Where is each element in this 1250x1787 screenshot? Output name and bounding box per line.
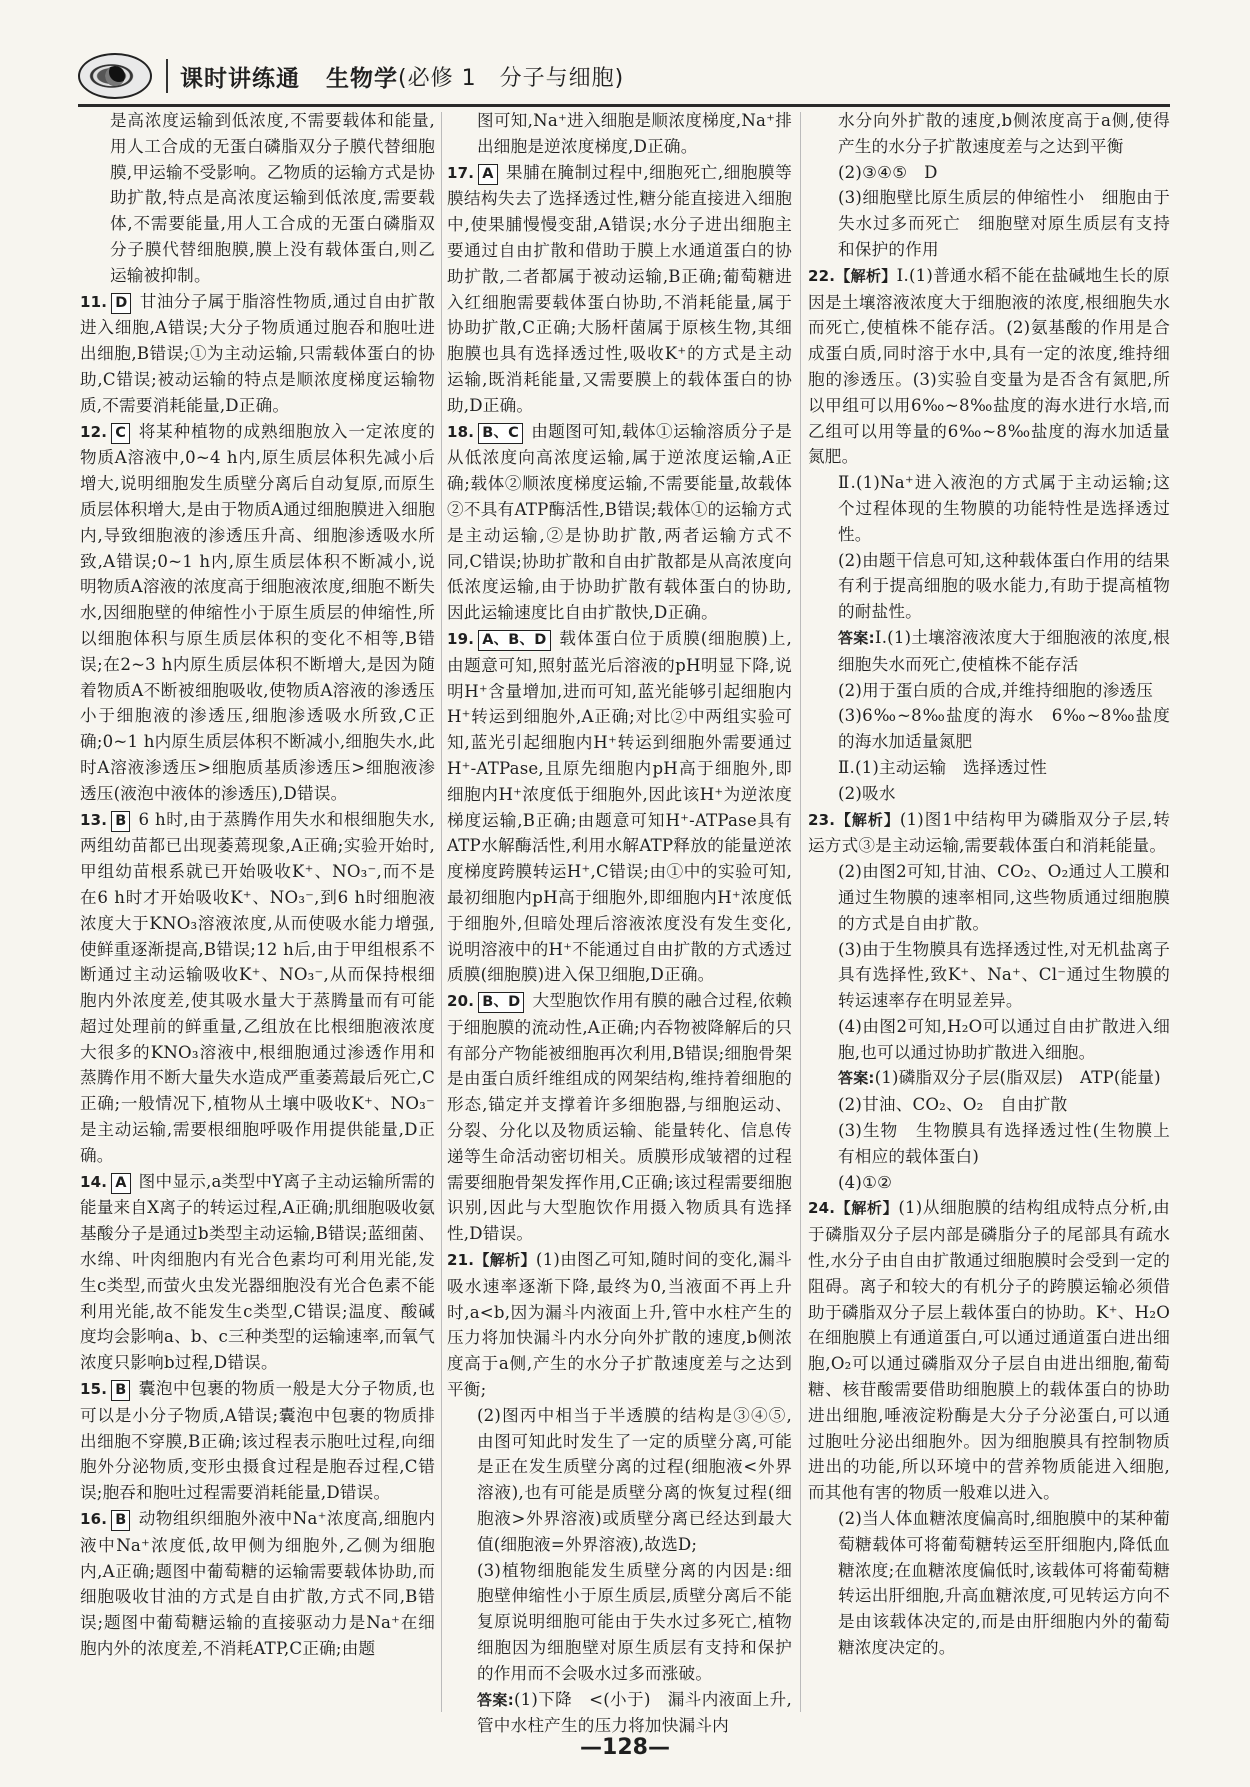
- paragraph: (3)植物细胞能发生质壁分离的内因是:细胞壁伸缩性小于原生质层,质壁分离后不能复原说明细胞可能由于失水过多死亡,植物细胞因为细胞壁对原生质层有支持和保护的作用而不会吸水过多而涨破。: [477, 1560, 792, 1683]
- answer-text: (2)吸水: [838, 783, 896, 803]
- paragraph: 是高浓度运输到低浓度,不需要载体和能量,用人工合成的无蛋白磷脂双分子膜代替细胞膜,甲运输不受影响。乙物质的运输方式是协助扩散,特点是高浓度运输到低浓度,需要载体,不需要能量,用人工合成的无蛋白磷脂双分子膜代替细胞膜,膜上没有载体蛋白,则乙运输被抑制。: [110, 111, 435, 285]
- answer-line: [808, 1065, 1170, 1092]
- question-number: 21.: [447, 1251, 475, 1270]
- column-1: [80, 108, 435, 1718]
- eye-logo-icon: [78, 53, 152, 99]
- explanation: 囊泡中包裹的物质一般是大分子物质,也可以是小分子物质,A错误;囊泡中包裹的物质排出细胞不穿膜,B正确;该过程表示胞吐过程,向细胞外分泌物质,变形虫摄食过程是胞吞过程,C错误;胞吞和胞吐过程需要消耗能量,D错误。: [80, 1379, 435, 1503]
- question-number: 14.: [80, 1172, 108, 1191]
- column-2: [447, 108, 792, 1736]
- question-18: [447, 419, 792, 626]
- question-number: 24.: [808, 1199, 836, 1218]
- answer-text: (3)生物 生物膜具有选择透过性(生物膜上有相应的载体蛋白): [838, 1121, 1170, 1166]
- answer-label: 答案:: [477, 1690, 514, 1709]
- explanation: 动物组织细胞外液中Na⁺浓度高,细胞内液中Na⁺浓度低,故甲侧为细胞外,乙侧为细胞内,A正确;题图中葡萄糖的运输需要载体协助,而细胞吸收甘油的方式是自由扩散,方式不同,B错误;题图中葡萄糖运输的直接驱动力是Na⁺在细胞内外的浓度差,不消耗ATP,C正确;由题: [80, 1509, 435, 1659]
- answer-box: B: [111, 1510, 130, 1531]
- question-14: [80, 1169, 435, 1376]
- question-number: 19.: [447, 629, 475, 648]
- question-21: [447, 1247, 792, 1739]
- answer-line: [447, 1687, 792, 1740]
- analysis-tag: 【解析】: [474, 1251, 536, 1270]
- paragraph: 水分向外扩散的速度,b侧浓度高于a侧,使得产生的水分子扩散速度差与之达到平衡: [838, 111, 1170, 156]
- explanation: 大型胞饮作用有膜的融合过程,依赖于细胞膜的流动性,A正确;内吞物被降解后的只有部分产物能被细胞再次利用,B错误;细胞骨架是由蛋白质纤维组成的网架结构,维持着细胞的形态,锚定并支撑着许多细胞器,与细胞运动、分裂、分化以及物质运输、能量转化、信息传递等生命活动密切相关。质膜形成皱褶的过程需要细胞骨架发挥作用,C正确;该过程需要细胞识别,因此与大型胞饮作用摄入物质具有选择性,D错误。: [447, 991, 792, 1244]
- question-12: [80, 419, 435, 807]
- answer-text: (3)6‰~8‰盐度的海水 6‰~8‰盐度的海水加适量氮肥: [838, 706, 1170, 752]
- answer-text: (4)①②: [838, 1172, 893, 1192]
- column-3: [808, 108, 1170, 1718]
- paragraph: (3)细胞壁比原生质层的伸缩性小 细胞由于失水过多而死亡 细胞壁对原生质层有支持和保护的作用: [838, 188, 1170, 259]
- explanation: 果脯在腌制过程中,细胞死亡,细胞膜等膜结构失去了选择透过性,糖分能直接进入细胞中,使果脯慢慢变甜,A错误;水分子进出细胞主要通过自由扩散和借助于膜上水通道蛋白的协助扩散,二者都属于被动运输,B正确;葡萄糖进入红细胞需要载体蛋白协助,不消耗能量,属于协助扩散,C正确;大肠杆菌属于原核生物,其细胞膜也具有选择透过性,吸收K⁺的方式是主动运输,既消耗能量,又需要膜上的载体蛋白的协助,D正确。: [447, 162, 792, 415]
- question-16: [80, 1506, 435, 1662]
- answer-label: 答案:: [838, 1069, 875, 1088]
- column-divider: [441, 112, 442, 1712]
- column-divider: [800, 112, 801, 1712]
- explanation: 6 h时,由于蒸腾作用失水和根细胞失水,两组幼苗都已出现萎蔫现象,A正确;实验开始时,甲组幼苗根系就已开始吸收K⁺、NO₃⁻,而不是在6 h时才开始吸收K⁺、NO₃⁻,到6 h时细胞液浓度大于KNO₃溶液浓度,从而使吸水能力增强,使鲜重逐渐提高,B错误;12 h后,由于甲组根系不断通过主动运输吸收K⁺、NO₃⁻,从而保持根细胞内外浓度差,使其吸水量大于蒸腾量而有可能超过处理前的鲜重量,乙组放在比根细胞液浓度大很多的KNO₃溶液中,根细胞通过渗透作用和蒸腾作用不断大量失水造成严重萎蔫最后死亡,C正确;一般情况下,植物从土壤中吸收K⁺、NO₃⁻是主动运输,需要根细胞呼吸作用提供能量,D正确。: [80, 809, 435, 1165]
- explanation: (1)图1中结构甲为磷脂双分子层,转运方式③是主动运输,需要载体蛋白和消耗能量。: [808, 809, 1170, 856]
- answer-box: B: [111, 1380, 130, 1401]
- answer-box: B: [111, 811, 130, 832]
- question-number: 16.: [80, 1510, 108, 1529]
- question-19: [447, 626, 792, 988]
- answer-box: A、B、D: [478, 630, 550, 651]
- question-number: 23.: [808, 810, 836, 829]
- analysis-tag: 【解析】: [835, 810, 900, 829]
- paragraph: (2)③④⑤ D: [838, 162, 938, 182]
- answer-box: A: [478, 164, 497, 185]
- explanation: 由题图可知,载体①运输溶质分子是从低浓度向高浓度运输,属于逆浓度运输,A正确;载体②顺浓度梯度运输,不需要能量,故载体②不具有ATP酶活性,B错误;载体①的运输方式是主动运输,②是协助扩散,两者运输方式不同,C错误;协助扩散和自由扩散都是从高浓度向低浓度运输,由于协助扩散有载体蛋白的协助,因此运输速度比自由扩散快,D正确。: [447, 421, 792, 623]
- paragraph: (2)由图2可知,甘油、CO₂、O₂通过人工膜和通过生物膜的速率相同,这些物质通过细胞膜的方式是自由扩散。: [838, 862, 1170, 933]
- page-number: —128—: [580, 1735, 670, 1760]
- series-title: 课时讲练通: [180, 65, 300, 92]
- answer-text: (2)用于蛋白质的合成,并维持细胞的渗透压: [838, 680, 1154, 700]
- answer-text: Ⅱ.(1)主动运输 选择透过性: [838, 757, 1047, 777]
- question-number: 18.: [447, 422, 475, 441]
- explanation: 图中显示,a类型中Y离子主动运输所需的能量来自X离子的转运过程,A正确;肌细胞吸收氨基酸分子是通过b类型主动运输,B错误;蓝细菌、水绵、叶肉细胞内有光合色素均可利用光能,发生c类型,而萤火虫发光器细胞没有光合色素不能利用光能,故不能发生c类型,C错误;温度、酸碱度均会影响a、b、c三种类型的运输速率,而氧气浓度只影响b过程,D错误。: [80, 1171, 435, 1373]
- paragraph: (3)由于生物膜具有选择透过性,对无机盐离子具有选择性,致K⁺、Na⁺、Cl⁻通过生物膜的转运速率存在明显差异。: [838, 939, 1170, 1011]
- subject-subtitle: (必修 1 分子与细胞): [398, 65, 625, 91]
- answer-text: (2)甘油、CO₂、O₂ 自由扩散: [838, 1095, 1068, 1115]
- paragraph: (2)图丙中相当于半透膜的结构是③④⑤,由图可知此时发生了一定的质壁分离,可能是正在发生质壁分离的过程(细胞液<外界溶液),也有可能是质壁分离的恢复过程(细胞液>外界溶液)或质壁分离已经达到最大值(细胞液=外界溶液),故选D;: [477, 1405, 792, 1554]
- answer-label: 答案:: [838, 628, 875, 647]
- paragraph: (2)当人体血糖浓度偏高时,细胞膜中的某种葡萄糖载体可将葡萄糖转运至肝细胞内,降低血糖浓度;在血糖浓度偏低时,该载体可将葡萄糖转运出肝细胞,升高血糖浓度,可见转运方向不是由该载体决定的,而是由肝细胞内外的葡萄糖浓度决定的。: [838, 1509, 1170, 1658]
- question-11: [80, 289, 435, 419]
- explanation: (1)从细胞膜的结构组成特点分析,由于磷脂双分子层内部是磷脂分子的尾部具有疏水性,水分子由自由扩散通过细胞膜时会受到一定的阻碍。离子和较大的有机分子的跨膜运输必须借助于磷脂双分子层上载体蛋白的协助。K⁺、H₂O在细胞膜上有通道蛋白,可以通过通道蛋白进出细胞,O₂可以通过磷脂双分子层自由进出细胞,葡萄糖、核苷酸需要借助细胞膜上的载体蛋白的协助进出细胞,唾液淀粉酶是大分子分泌蛋白,可以通过胞吐分泌出细胞外。因为细胞膜具有控制物质进出的功能,所以环境中的营养物质能进入细胞,而其他有害的物质一般难以进入。: [808, 1198, 1170, 1503]
- answer-box: C: [111, 423, 130, 444]
- analysis-tag: 【解析】: [835, 1199, 899, 1218]
- question-number: 12.: [80, 422, 108, 441]
- paragraph: 图可知,Na⁺进入细胞是顺浓度梯度,Na⁺排出细胞是逆浓度梯度,D正确。: [477, 111, 792, 156]
- header-rule: [78, 104, 1170, 107]
- header-separator: [166, 59, 168, 93]
- answer-box: D: [111, 293, 131, 314]
- paragraph: Ⅱ.(1)Na⁺进入液泡的方式属于主动运输;这个过程体现的生物膜的功能特性是选择透过性。: [838, 473, 1170, 544]
- answer-box: B、D: [478, 992, 524, 1013]
- answer-text: (1)下降 <(小于) 漏斗内液面上升,管中水柱产生的压力将加快漏斗内: [477, 1689, 792, 1736]
- question-15: [80, 1376, 435, 1506]
- question-13: [80, 807, 435, 1169]
- analysis-tag: 【解析】: [835, 266, 897, 285]
- answer-box: A: [111, 1173, 130, 1194]
- explanation: 将某种植物的成熟细胞放入一定浓度的物质A溶液中,0~4 h内,原生质层体积先减小后增大,说明细胞发生质壁分离后自动复原,而原生质层体积增大,是由于物质A通过细胞膜进入细胞内,导致细胞液的渗透压升高、细胞渗透吸水所致,A错误;0~1 h内,原生质层体积不断减小,说明物质A溶液的浓度高于细胞液浓度,细胞不断失水,因细胞壁的伸缩性小于原生质层的伸缩性,所以细胞体积与原生质层体积的变化不相等,B错误;在2~3 h内原生质层体积不断增大,是因为随着物质A不断被细胞吸收,使物质A溶液的渗透压小于细胞液的渗透压,细胞渗透吸水所致,C正确;0~1 h内原生质层体积不断减小,细胞失水,此时A溶液渗透压>细胞质基质渗透压>细胞液渗透压(液泡中液体的渗透压),D错误。: [80, 421, 435, 803]
- question-number: 20.: [447, 992, 475, 1011]
- explanation: 甘油分子属于脂溶性物质,通过自由扩散进入细胞,A错误;大分子物质通过胞吞和胞吐进出细胞,B错误;①为主动运输,只需载体蛋白的协助,C错误;被动运输的特点是顺浓度梯度运输物质,不需要消耗能量,D正确。: [80, 291, 435, 415]
- page-header: [78, 46, 1168, 106]
- explanation: 载体蛋白位于质膜(细胞膜)上,由题意可知,照射蓝光后溶液的pH明显下降,说明H⁺含量增加,进而可知,蓝光能够引起细胞内H⁺转运到细胞外,A正确;对比②中两组实验可知,蓝光引起细胞内H⁺转运到细胞外需要通过H⁺-ATPase,且原先细胞内pH高于细胞外,即细胞内H⁺浓度低于细胞外,因此该H⁺为逆浓度梯度运输,B正确;由题意可知H⁺-ATPase具有ATP水解酶活性,利用水解ATP释放的能量逆浓度梯度跨膜转运H⁺,C错误;由①中的实验可知,最初细胞内pH高于细胞外,即细胞内H⁺浓度低于细胞外,但暗处理后溶液浓度没有发生变化,说明溶液中的H⁺不能通过自由扩散的方式透过质膜(细胞膜)进入保卫细胞,D正确。: [447, 628, 792, 985]
- question-23: [808, 807, 1170, 1196]
- question-20: [447, 988, 792, 1247]
- question-24: [808, 1195, 1170, 1660]
- subject-title: 生物学: [326, 65, 398, 92]
- question-number: 11.: [80, 292, 108, 311]
- answer-line: [808, 625, 1170, 678]
- question-22: [808, 263, 1170, 807]
- explanation: Ⅰ.(1)普通水稻不能在盐碱地生长的原因是土壤溶液浓度大于细胞液的浓度,根细胞失水而死亡,使植株不能存活。(2)氨基酸的作用是合成蛋白质,同时溶于水中,具有一定的浓度,维持细胞的渗透压。(3)实验自变量为是否含有氮肥,所以甲组可以用6‰~8‰盐度的海水进行水培,而乙组可以用等量的6‰~8‰盐度的海水加适量氮肥。: [808, 265, 1170, 467]
- explanation: (1)由图乙可知,随时间的变化,漏斗吸水速率逐渐下降,最终为0,当液面不再上升时,a<b,因为漏斗内液面上升,管中水柱产生的压力将加快漏斗内水分向外扩散的速度,b侧浓度高于a侧,产生的水分子扩散速度差与之达到平衡;: [447, 1250, 792, 1400]
- question-number: 17.: [447, 163, 475, 182]
- paragraph: (2)由题干信息可知,这种载体蛋白作用的结果有利于提高细胞的吸水能力,有助于提高植物的耐盐性。: [838, 550, 1170, 622]
- paragraph: (4)由图2可知,H₂O可以通过自由扩散进入细胞,也可以通过协助扩散进入细胞。: [838, 1016, 1170, 1062]
- question-number: 13.: [80, 810, 108, 829]
- question-number: 15.: [80, 1380, 108, 1399]
- answer-box: B、C: [478, 423, 523, 444]
- question-17: [447, 160, 792, 419]
- question-number: 22.: [808, 266, 836, 285]
- answer-text: (1)磷脂双分子层(脂双层) ATP(能量): [874, 1068, 1161, 1088]
- answer-text: Ⅰ.(1)土壤溶液浓度大于细胞液的浓度,根细胞失水而死亡,使植株不能存活: [838, 627, 1171, 674]
